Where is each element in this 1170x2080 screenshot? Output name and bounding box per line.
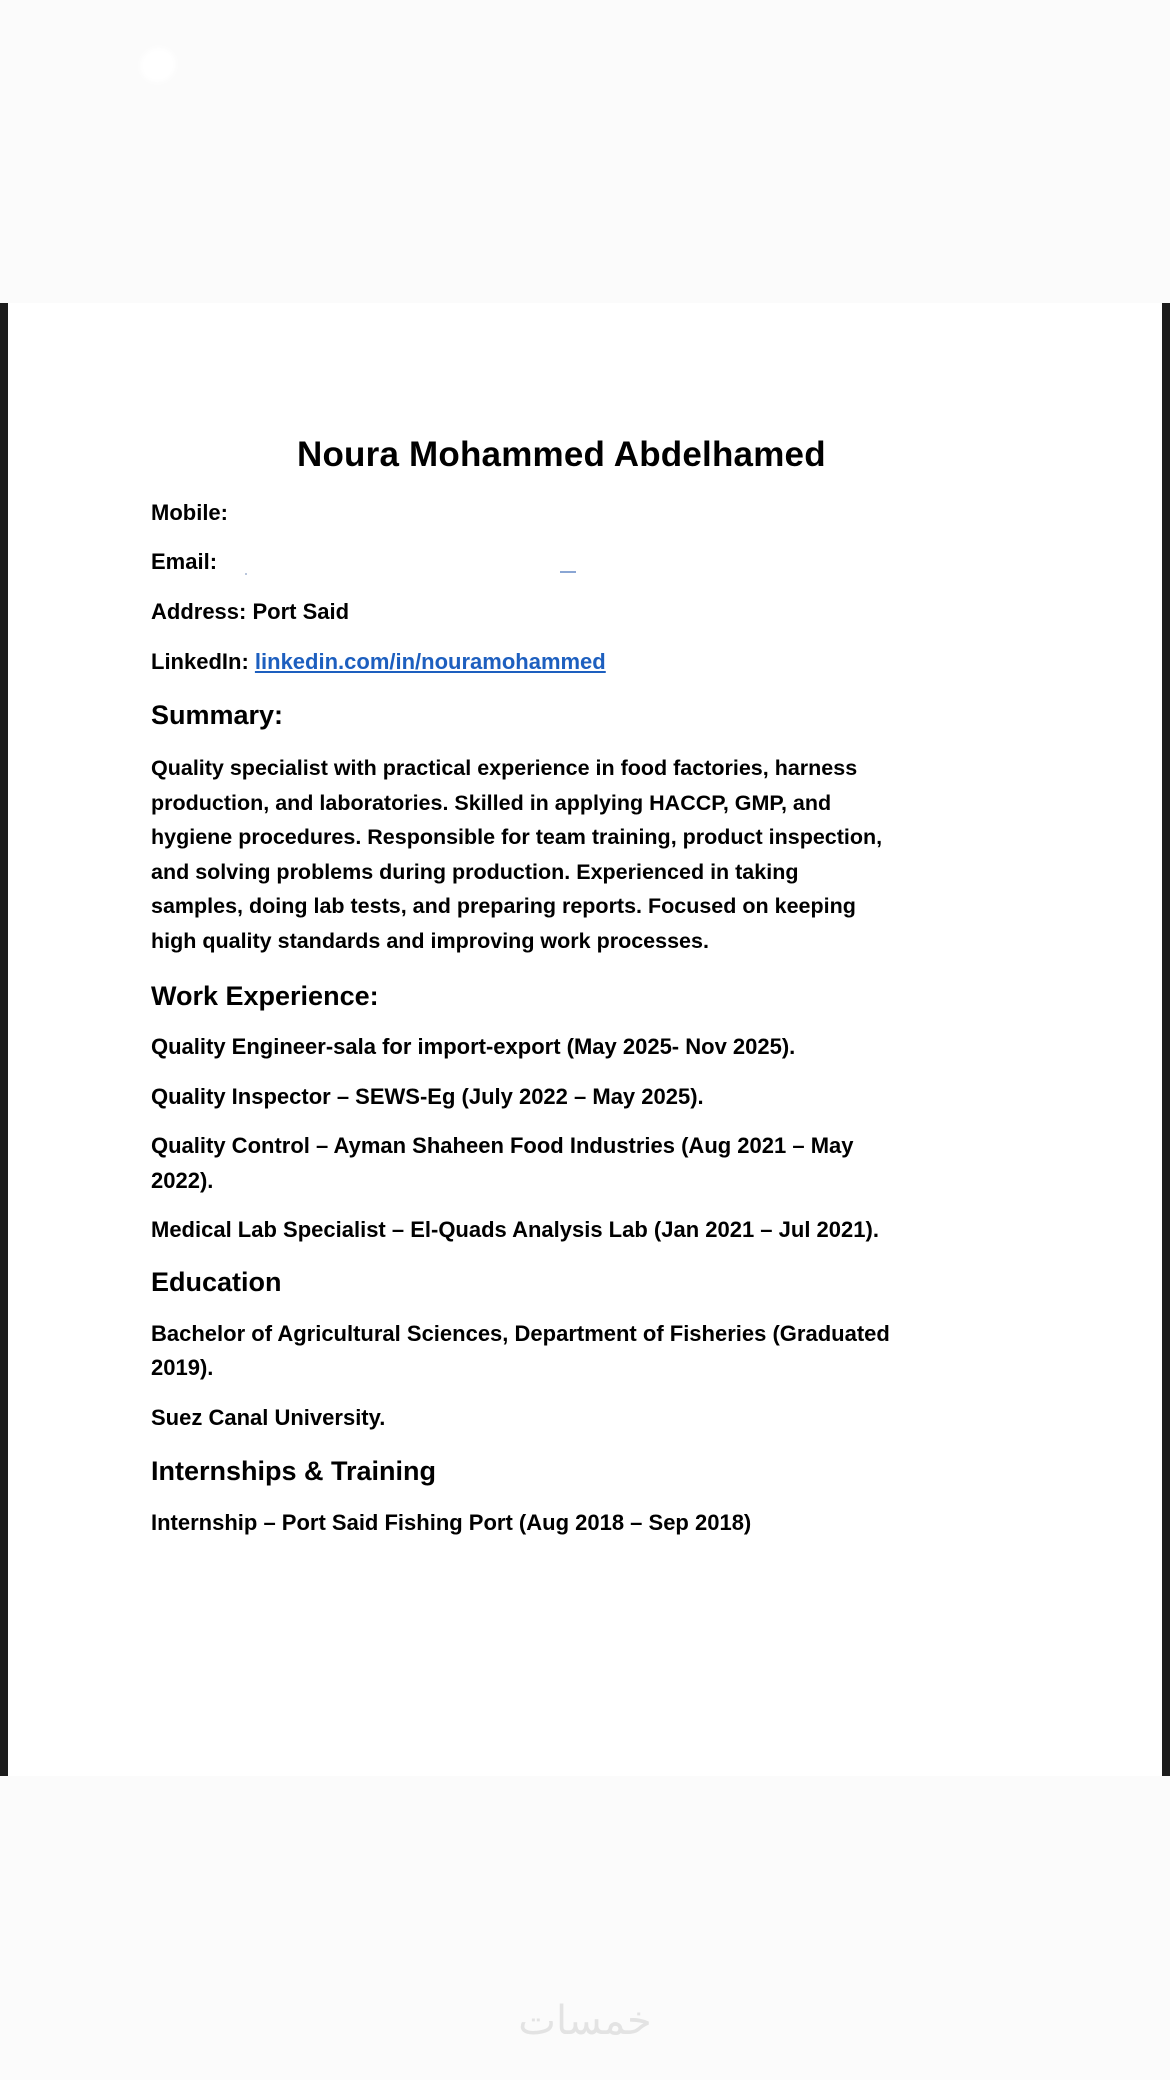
resume-name: Noura Mohammed Abdelhamed [297, 435, 826, 474]
redaction-artifact [560, 571, 576, 573]
summary-line: production, and laboratories. Skilled in applying HACCP, GMP, and [151, 790, 832, 815]
work-experience-item: Quality Inspector – SEWS-Eg (July 2022 – May 2025). [151, 1084, 704, 1109]
linkedin-label: LinkedIn: [151, 649, 249, 674]
work-experience-item: Quality Control – Ayman Shaheen Food Industries (Aug 2021 – May [151, 1133, 854, 1158]
contact-address [151, 598, 349, 626]
linkedin-link[interactable]: linkedin.com/in/nouramohammed [254, 649, 606, 674]
redaction-artifact [245, 573, 247, 575]
internship-item: Internship – Port Said Fishing Port (Aug 2018 – Sep 2018) [151, 1510, 752, 1535]
mobile-label: Mobile: [151, 500, 228, 525]
summary-line: samples, doing lab tests, and preparing reports. Focused on keeping [151, 894, 856, 918]
education-degree: Bachelor of Agricultural Sciences, Department of Fisheries (Graduated [151, 1321, 890, 1346]
work-experience-item: Medical Lab Specialist – El-Quads Analysis Lab (Jan 2021 – Jul 2021). [151, 1217, 879, 1242]
work-experience-item-continued: 2022). [151, 1168, 214, 1193]
summary-line: hygiene procedures. Responsible for team training, product inspection, [151, 825, 883, 849]
education-degree-continued: 2019). [151, 1355, 214, 1380]
address-value: Port Said [252, 599, 350, 624]
khamsat-watermark: خمسات [518, 1998, 652, 2044]
work-experience-heading: Work Experience: [151, 981, 379, 1011]
email-label: Email: [151, 549, 218, 574]
email-redacted-value [223, 553, 543, 573]
summary-line: Quality specialist with practical experience in food factories, harness [151, 756, 858, 780]
contact-mobile [151, 499, 228, 527]
screen-glare [134, 41, 182, 88]
contact-linkedin [151, 648, 606, 676]
education-university: Suez Canal University. [151, 1405, 386, 1430]
work-experience-item: Quality Engineer-sala for import-export (May 2025- Nov 2025). [151, 1034, 796, 1059]
address-label: Address: [151, 599, 247, 624]
resume-page [8, 303, 1162, 1776]
contact-email [151, 548, 543, 576]
summary-paragraph [151, 751, 1056, 958]
summary-line: high quality standards and improving work processes. [151, 928, 709, 953]
education-heading: Education [151, 1267, 282, 1297]
summary-line: and solving problems during production. Experienced in taking [151, 859, 799, 884]
document-frame [0, 303, 1170, 1776]
summary-heading: Summary: [151, 700, 284, 730]
internships-heading: Internships & Training [151, 1456, 437, 1486]
